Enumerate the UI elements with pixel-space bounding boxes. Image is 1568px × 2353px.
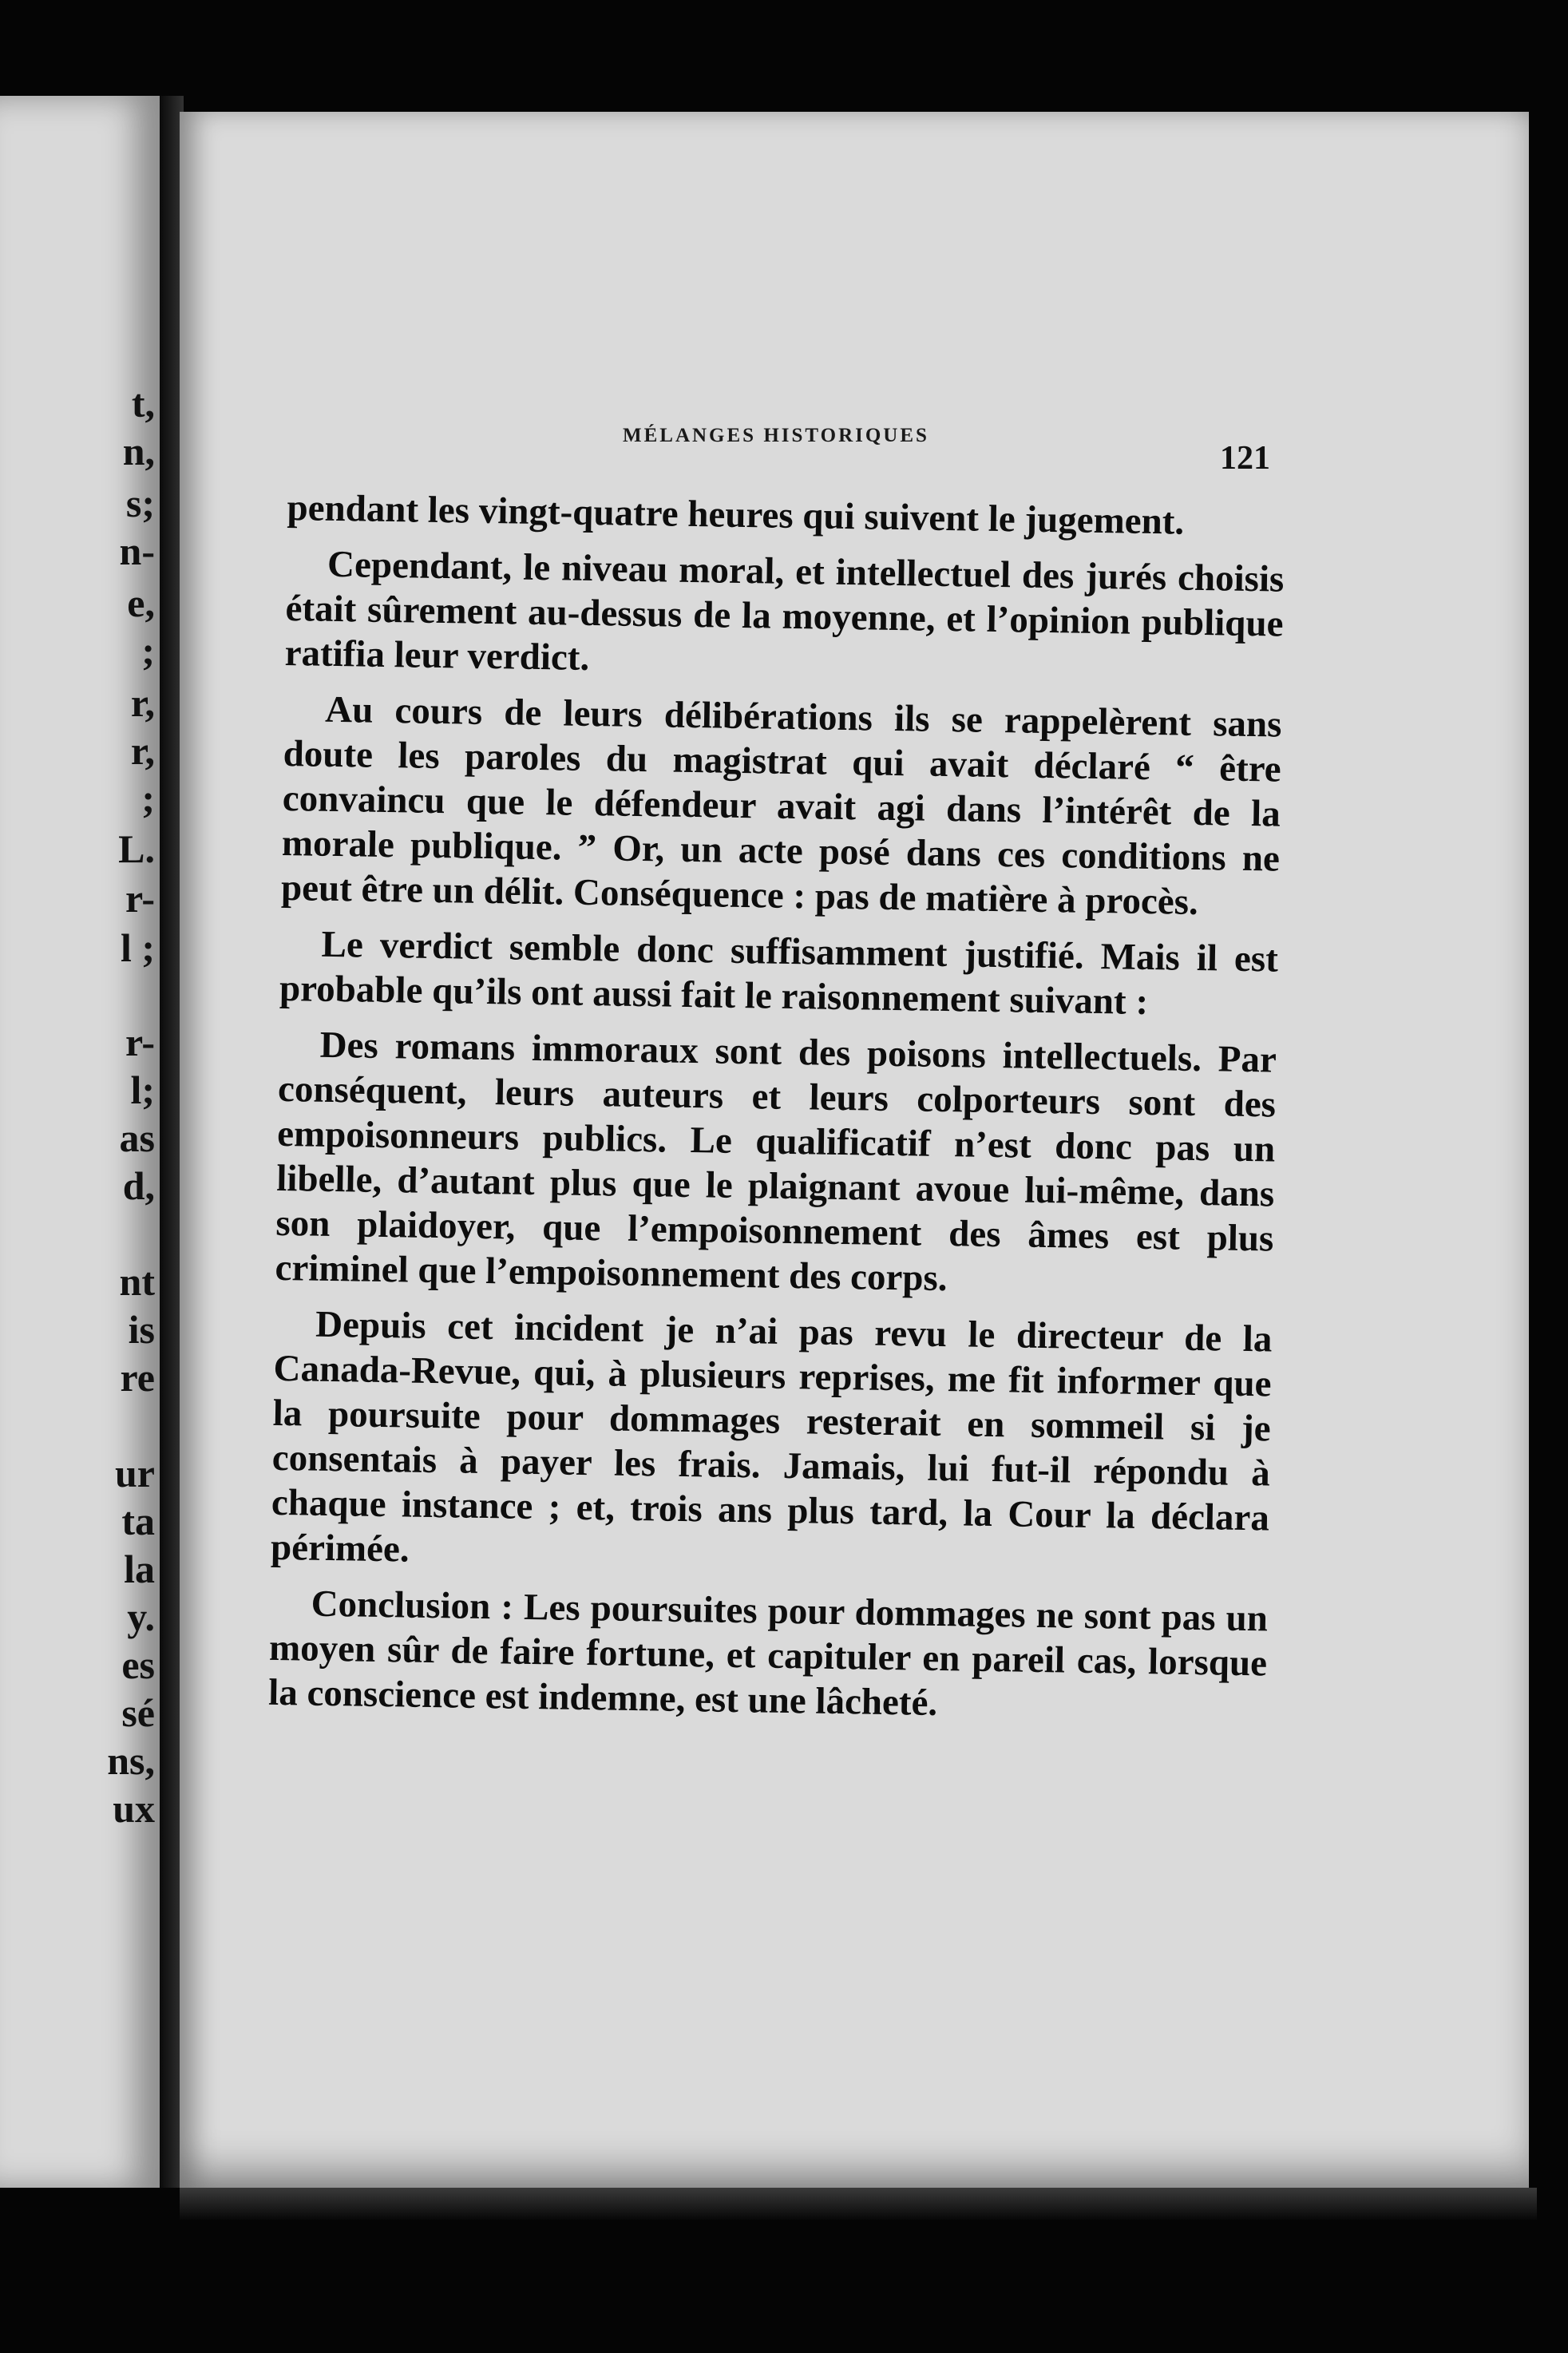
left-page-fragment: ns, (107, 1738, 155, 1783)
left-page-fragment: L. (118, 826, 155, 871)
left-page-fragment: sé (121, 1690, 155, 1735)
left-page-fragment: n- (119, 529, 155, 573)
left-page-fragment: n, (122, 429, 155, 473)
left-page-fragment: r- (125, 1020, 155, 1064)
left-page-fragment: ; (141, 628, 155, 673)
paragraph: Le verdict semble donc suffisamment justifié. Mais il est probable qu’ils ont aussi fait le raisonnement suivant : (279, 923, 1279, 1024)
left-page-fragment: r- (125, 876, 155, 921)
paragraph: Conclusion : Les poursuites pour dommages ne sont pas un moyen sûr de faire fortune, et capituler en pareil cas, lorsque la conscience est indemne, est une lâcheté. (267, 1583, 1269, 1724)
paragraph: pendant les vingt-quatre heures qui suivent le jugement. (287, 486, 1185, 543)
left-page-fragment: es (121, 1642, 155, 1687)
page-bottom-edge (180, 2188, 1537, 2220)
left-page-fragment: l ; (120, 925, 155, 970)
left-page-fragment: l; (130, 1068, 155, 1112)
page-body (268, 485, 1285, 1741)
left-page (0, 96, 160, 2188)
running-head: MÉLANGES HISTORIQUES (623, 425, 929, 446)
left-page-fragment: r, (130, 680, 155, 725)
page-number: 121 (1220, 440, 1270, 477)
left-page-fragment: ux (113, 1786, 155, 1831)
paragraph: Des romans immoraux sont des poisons intellectuels. Par conséquent, leurs auteurs et leurs colporteurs sont des empoisonneurs publics. Le qualificatif n’est donc pas un libelle, d’autant plus que le plaignant avoue lui-même, dans son plaidoyer, que l’empoisonnement des âmes est plus criminel que l’empoisonnement des corps. (275, 1024, 1277, 1300)
left-page-fragment: ur (115, 1451, 155, 1495)
left-page-fragment: nt (119, 1259, 155, 1304)
left-page-fragment: y. (127, 1594, 155, 1639)
left-page-fragment: la (124, 1547, 155, 1591)
left-page-fragment: as (119, 1115, 155, 1160)
paragraph: Depuis cet incident je n’ai pas revu le directeur de la Canada-Revue, qui, à plusieurs reprises, me fit informer que la poursuite pour dommages resterait en sommeil si je consentais à payer les frais. Jamais, lui fut-il répondu à chaque instance ; et, trois ans plus tard, la Cour la déclara périmée. (270, 1303, 1273, 1571)
left-page-fragment: d, (122, 1163, 155, 1208)
paragraph: Au cours de leurs délibérations ils se rappelèrent sans doute les paroles du magistrat qui avait déclaré “ être convaincu que le défendeur avait agi dans l’intérêt de la morale publique. ” Or, un acte posé dans ces conditions ne peut être un délit. Conséquence : pas de matière à procès. (280, 688, 1282, 923)
left-page-fragment: re (120, 1355, 155, 1400)
paragraph: Cependant, le niveau moral, et intellectuel des jurés choisis était sûrement au-dessus de la moyenne, et l’opinion publique ratifia leur verdict. (284, 543, 1285, 679)
left-page-fragment: ta (121, 1499, 155, 1543)
left-page-fragment: ; (141, 776, 155, 821)
left-page-fragment: r, (130, 728, 155, 773)
left-page-fragment: is (128, 1307, 155, 1352)
left-page-fragment: e, (127, 580, 155, 625)
left-page-fragment: s; (125, 481, 155, 525)
left-page-fragment: t, (131, 381, 155, 426)
